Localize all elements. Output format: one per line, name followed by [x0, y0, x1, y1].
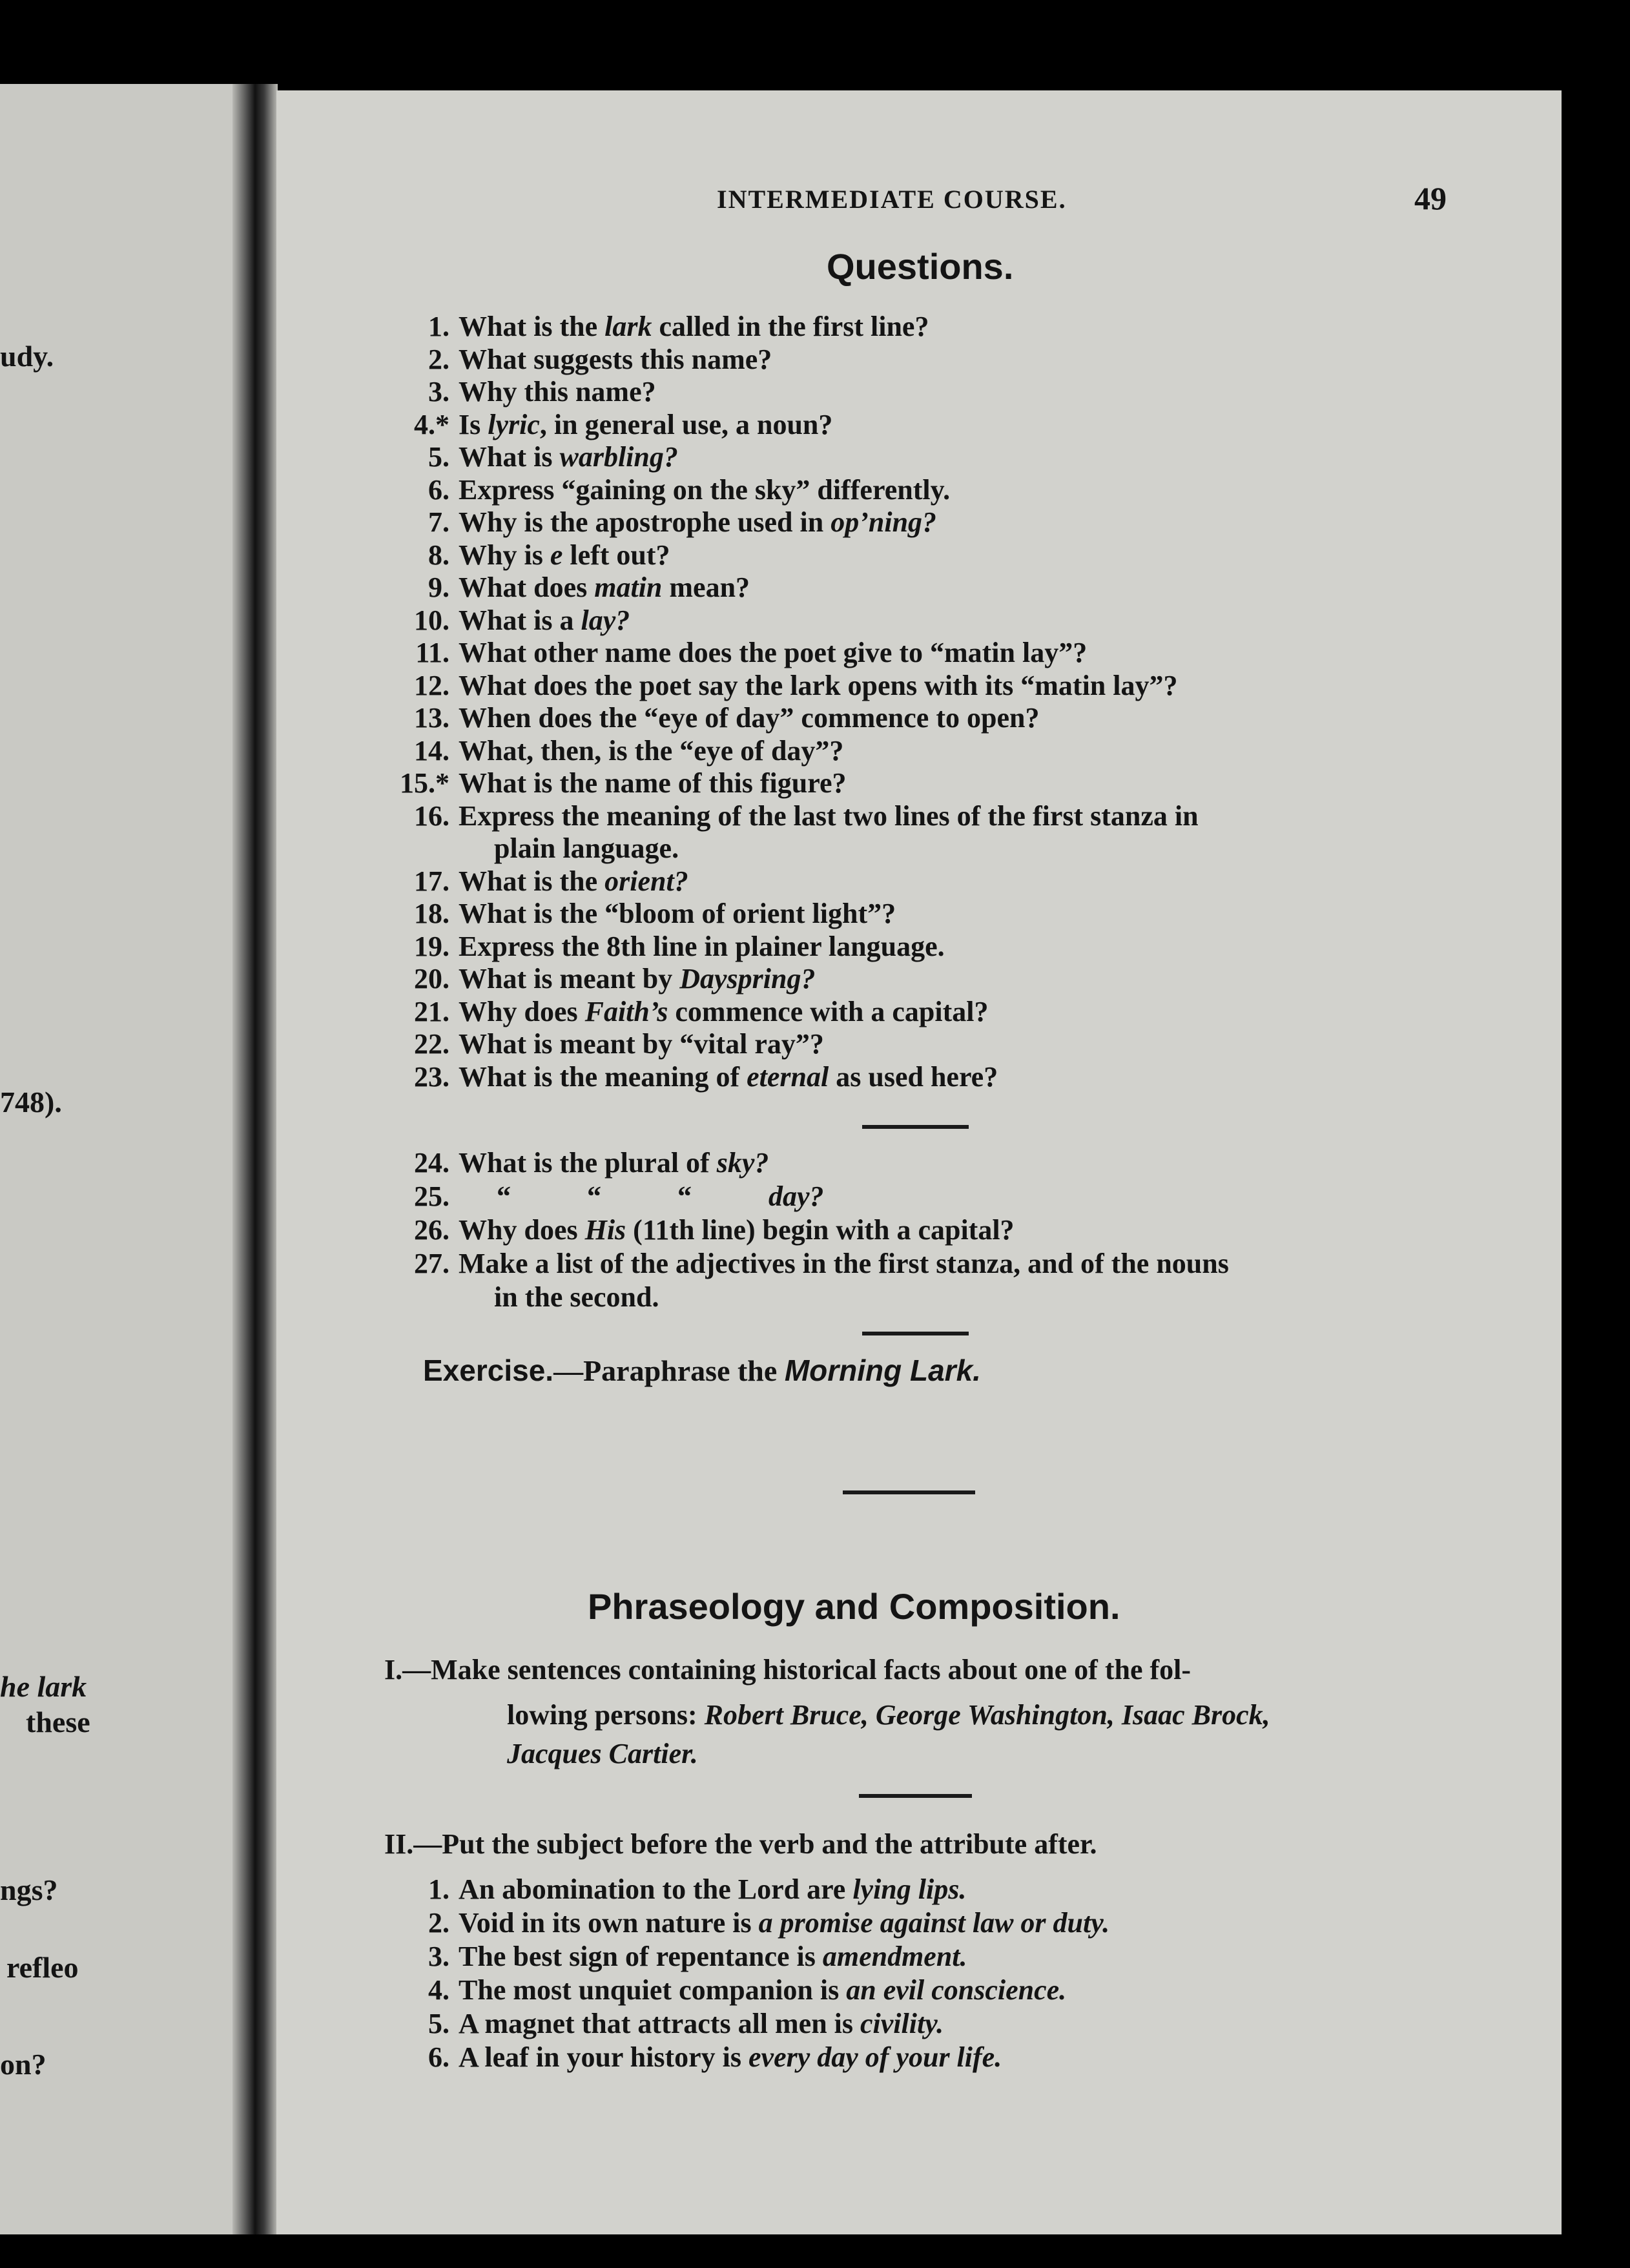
- sentence-row: [387, 2041, 1002, 2074]
- question-text-part: left out?: [562, 539, 670, 571]
- question-row: [387, 375, 656, 408]
- sentence-italic: a promise against law or duty.: [758, 1907, 1110, 1939]
- question-text: [459, 375, 656, 408]
- question-row: [387, 865, 688, 898]
- question-text-part: Express the meaning of the last two lines of the first stanza in: [459, 799, 1199, 832]
- question-text-part: What is: [459, 441, 560, 473]
- left-fragment: refleo: [6, 1951, 79, 1984]
- question-text: [459, 506, 936, 539]
- question-italic-term: lay?: [581, 604, 630, 636]
- question-text-part: Why does: [459, 1214, 585, 1246]
- exercise-line: [423, 1353, 981, 1388]
- sentence-text: [459, 1906, 1109, 1939]
- question-italic-term: warbling?: [559, 441, 678, 473]
- sentence-plain: The most unquiet companion is: [459, 1974, 847, 2006]
- question-text: [459, 865, 688, 898]
- sentence-row: [387, 1873, 966, 1906]
- question-text: [459, 1027, 824, 1060]
- left-fragment: ngs?: [0, 1873, 58, 1906]
- question-italic-term: lyric: [488, 408, 540, 440]
- exercise-label: Exercise.: [423, 1354, 554, 1387]
- question-text-part: Express “gaining on the sky” differently.: [459, 473, 951, 506]
- part1-line1: [384, 1653, 1191, 1686]
- sentence-number: 2.: [428, 1907, 449, 1939]
- sentence-italic: civility.: [860, 2008, 944, 2039]
- left-fragment: these: [26, 1706, 90, 1738]
- question-row: [387, 734, 843, 767]
- question-number: 22.: [414, 1028, 449, 1060]
- sentence-plain: An abomination to the Lord are: [459, 1873, 853, 1905]
- question-text-part: , in general use, a noun?: [539, 408, 833, 440]
- sentence-number: 5.: [428, 2008, 449, 2039]
- part2-text: Put the subject before the verb and the attribute after.: [442, 1828, 1097, 1860]
- question-text-part: What other name does the poet give to “matin lay”?: [459, 637, 1088, 668]
- question-text: [459, 1060, 998, 1093]
- question-row: [387, 995, 989, 1028]
- question-text-part: Why does: [459, 995, 585, 1027]
- divider-rule: [862, 1332, 969, 1335]
- divider-rule: [859, 1794, 972, 1798]
- question-continuation: plain language.: [494, 832, 679, 864]
- question-number: 8.: [428, 539, 449, 571]
- question-row: [387, 473, 950, 506]
- sentence-number: 3.: [428, 1941, 449, 1972]
- running-title: INTERMEDIATE COURSE.: [717, 185, 1067, 214]
- question-text: [459, 962, 816, 995]
- question-number: 15.*: [400, 767, 449, 799]
- question-text: [459, 897, 896, 930]
- exercise-work: Morning Lark.: [784, 1354, 981, 1387]
- page-number: 49: [1414, 180, 1447, 216]
- question-number: 10.: [414, 604, 449, 636]
- question-row: [387, 1146, 769, 1179]
- left-fragment: on?: [0, 2048, 46, 2081]
- part1-label: I.—: [384, 1654, 431, 1686]
- part1-names: Jacques Cartier.: [507, 1738, 698, 1769]
- part1-line3: [507, 1737, 698, 1770]
- question-text-part: What is a: [459, 604, 581, 636]
- question-italic-term: His: [584, 1214, 626, 1246]
- question-number: 6.: [428, 473, 449, 506]
- question-row: [387, 669, 1178, 702]
- question-text-part: Make a list of the adjectives in the first stanza, and of the nouns: [459, 1248, 1229, 1279]
- question-row: [387, 1027, 824, 1060]
- sentence-number: 6.: [428, 2041, 449, 2073]
- question-text-part: What is meant by “vital ray”?: [459, 1028, 824, 1060]
- question-italic-term: Faith’s: [584, 995, 668, 1027]
- question-italic-term: e: [550, 539, 563, 571]
- sentence-text: [459, 1873, 966, 1906]
- question-text: [459, 473, 950, 506]
- question-row: [387, 930, 945, 963]
- question-row: [387, 310, 929, 343]
- question-row: [387, 1247, 1229, 1280]
- question-text-part: What, then, is the “eye of day”?: [459, 734, 844, 767]
- sentence-plain: A magnet that attracts all men is: [459, 2008, 861, 2039]
- question-text-part: What is the: [459, 311, 605, 342]
- sentence-plain: A leaf in your history is: [459, 2041, 749, 2073]
- question-row: [387, 799, 1199, 832]
- question-italic-term: op’ning?: [830, 506, 937, 538]
- question-italic-term: lark: [604, 311, 652, 342]
- question-number: 2.: [428, 343, 449, 375]
- question-text-part: What is the: [459, 865, 605, 897]
- part1-names: Robert Bruce, George Washington, Isaac Brock,: [704, 1699, 1270, 1731]
- sentence-row: [387, 2007, 944, 2040]
- question-number: 9.: [428, 572, 449, 603]
- exercise-text: —Paraphrase the: [553, 1354, 785, 1387]
- question-number: 26.: [414, 1214, 449, 1246]
- sentence-number: 1.: [428, 1873, 449, 1905]
- part2-instruction: [384, 1828, 1097, 1861]
- sentence-text: [459, 1940, 967, 1973]
- left-page: [0, 84, 262, 2234]
- question-text-part: called in the first line?: [652, 311, 929, 342]
- question-text: [459, 310, 929, 343]
- question-italic-term: eternal: [747, 1060, 829, 1093]
- question-row: [387, 506, 936, 539]
- question-number: 19.: [414, 930, 449, 962]
- question-text: [459, 799, 1199, 832]
- question-row: [387, 343, 772, 376]
- question-italic-term: Dayspring?: [679, 963, 816, 995]
- sentence-italic: an evil conscience.: [846, 1974, 1067, 2006]
- composition-title: Phraseology and Composition.: [588, 1586, 1120, 1627]
- question-text-part: mean?: [662, 572, 750, 603]
- left-fragment: he lark: [0, 1670, 87, 1703]
- question-number: 7.: [428, 506, 449, 538]
- question-row: [387, 1180, 824, 1213]
- ditto-mark: “: [587, 1180, 601, 1212]
- question-text: [459, 636, 1087, 669]
- question-row: [387, 571, 750, 604]
- question-italic-term: orient?: [604, 865, 688, 897]
- question-number: 20.: [414, 963, 449, 995]
- question-text-part: When does the “eye of day” commence to open?: [459, 702, 1040, 734]
- question-number: 18.: [414, 898, 449, 929]
- question-number: 25.: [414, 1180, 449, 1212]
- question-text-part: What is the plural of: [459, 1147, 717, 1179]
- question-text-part: What suggests this name?: [459, 343, 772, 375]
- question-text: [459, 571, 750, 604]
- sentence-text: [459, 2007, 944, 2040]
- question-text-part: What is the name of this figure?: [459, 767, 847, 799]
- question-text-part: (11th line) begin with a capital?: [626, 1214, 1015, 1246]
- sentence-text: [459, 2041, 1002, 2074]
- ditto-mark: “: [677, 1180, 692, 1212]
- question-number: 27.: [414, 1248, 449, 1279]
- question-row: [387, 701, 1039, 734]
- question-text-part: Is: [459, 408, 488, 440]
- sentence-italic: lying lips.: [852, 1873, 967, 1905]
- question-number: 13.: [414, 702, 449, 734]
- question-italic-term: day?: [769, 1180, 824, 1212]
- question-text-part: What is the meaning of: [459, 1060, 747, 1093]
- question-text-part: Express the 8th line in plainer language.: [459, 930, 945, 962]
- sentence-plain: The best sign of repentance is: [459, 1941, 823, 1972]
- part2-label: II.—: [384, 1828, 442, 1860]
- question-text: [459, 408, 832, 441]
- question-text-part: as used here?: [829, 1060, 998, 1093]
- section-divider-rule: [843, 1490, 975, 1494]
- question-text: [459, 767, 847, 799]
- question-text-part: Why this name?: [459, 376, 656, 407]
- question-number: 11.: [415, 637, 449, 668]
- question-text: [459, 669, 1178, 702]
- question-row: [387, 897, 896, 930]
- part1-line2: [507, 1698, 1270, 1731]
- question-text-part: Why is: [459, 539, 550, 571]
- question-italic-term: sky?: [716, 1147, 769, 1179]
- question-number: 24.: [414, 1147, 449, 1179]
- question-continuation: in the second.: [494, 1281, 659, 1313]
- sentence-row: [387, 1974, 1066, 2006]
- question-number: 3.: [428, 376, 449, 407]
- question-text: [459, 701, 1039, 734]
- question-row: [387, 1213, 1015, 1246]
- question-text: [459, 734, 843, 767]
- question-number: 23.: [414, 1060, 449, 1093]
- ditto-mark: “: [497, 1180, 511, 1212]
- sentence-row: [387, 1906, 1109, 1939]
- question-text: [459, 1247, 1229, 1280]
- question-text-part: What does: [459, 572, 595, 603]
- book-gutter: [232, 84, 278, 2234]
- question-number: 17.: [414, 865, 449, 897]
- part1-text: lowing persons:: [507, 1699, 705, 1731]
- question-row: [387, 440, 678, 473]
- question-row: [387, 636, 1087, 669]
- question-number: 5.: [428, 441, 449, 473]
- question-row: [387, 539, 670, 572]
- left-fragment: udy.: [0, 340, 54, 373]
- sentence-italic: every day of your life.: [748, 2041, 1002, 2073]
- question-number: 14.: [414, 734, 449, 767]
- left-fragment: 748).: [0, 1086, 62, 1119]
- question-text-part: What is the “bloom of orient light”?: [459, 898, 896, 929]
- divider-rule: [862, 1125, 969, 1129]
- question-text-part: Why is the apostrophe used in: [459, 506, 831, 538]
- question-text: [459, 604, 630, 637]
- sentence-italic: amendment.: [822, 1941, 967, 1972]
- question-text: [459, 539, 670, 572]
- sentence-row: [387, 1940, 967, 1973]
- question-text: [459, 995, 989, 1028]
- question-number: 12.: [414, 669, 449, 701]
- question-row: [387, 767, 847, 799]
- question-text: [459, 343, 772, 376]
- part1-text: Make sentences containing historical facts about one of the fol-: [431, 1654, 1192, 1686]
- question-text: [459, 1213, 1015, 1246]
- question-row: [387, 962, 816, 995]
- question-text: [459, 440, 678, 473]
- question-number: 16.: [414, 799, 449, 832]
- question-text: [459, 930, 945, 963]
- question-row: [387, 604, 630, 637]
- question-row: [387, 408, 832, 441]
- question-number: 21.: [414, 995, 449, 1027]
- sentence-plain: Void in its own nature is: [459, 1907, 759, 1939]
- question-text-part: What does the poet say the lark opens with its “matin lay”?: [459, 669, 1178, 701]
- sentence-number: 4.: [428, 1974, 449, 2006]
- question-number: 4.*: [414, 408, 449, 440]
- question-italic-term: matin: [594, 572, 663, 603]
- question-number: 1.: [428, 311, 449, 342]
- question-text: [459, 1146, 769, 1179]
- question-text-part: What is meant by: [459, 963, 680, 995]
- question-row: [387, 1060, 998, 1093]
- sentence-text: [459, 1974, 1066, 2006]
- question-text-part: commence with a capital?: [668, 995, 989, 1027]
- questions-title: Questions.: [827, 246, 1014, 287]
